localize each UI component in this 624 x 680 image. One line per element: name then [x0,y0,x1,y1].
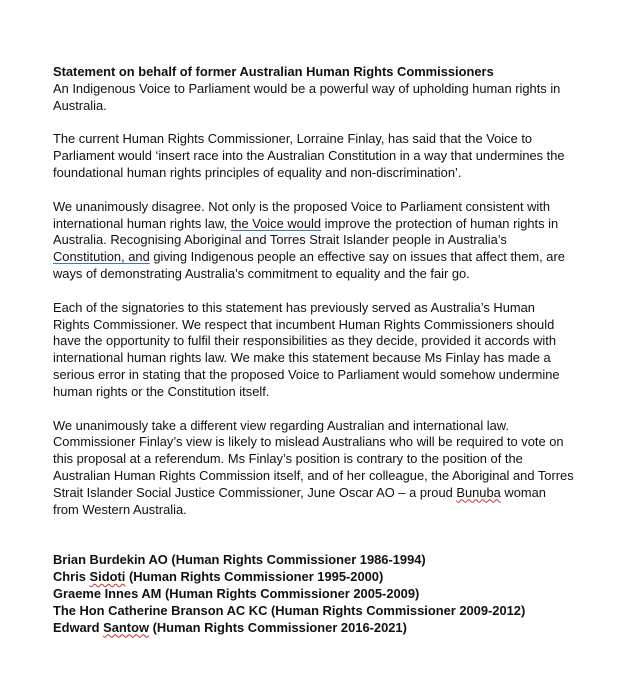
spelling-flag[interactable]: Sidoti [89,569,126,585]
paragraph-3: Each of the signatories to this statement has previously served as Australia’s Human Rights Commissioner. We respect that incumbent Human Rights Commissioners should have the opportunity to fulfil their responsibilities as they decide, provided it accords with international human rights law. We make this statement because Ms Finlay has made a serious error in stating that the proposed Voice to Parliament would somehow undermine human rights or the Constitution itself. [53,299,560,399]
grammar-flag[interactable]: the Voice would [230,215,322,231]
signatories-list [53,552,575,636]
grammar-flag[interactable]: Constitution, and [53,249,150,265]
document-body [53,64,575,636]
paragraph-1: The current Human Rights Commissioner, Lorraine Finlay, has said that the Voice to Parliament would ‘insert race into the Australian Constitution in a way that undermines the foundational human rights principles of equality and non-discrimination’. [53,131,565,180]
paragraph-2: We unanimously disagree. Not only is the proposed Voice to Parliament consistent with international human rights law, the Voice would improve the protection of human rights in Australia. Recognising Aboriginal and Torres Strait Islander people in Australia’s Constitution, and giving Indigenous people an effective say on issues that affect them, are ways of demonstrating Australia’s commitment to equality and the fair go. [53,198,565,281]
statement-title: Statement on behalf of former Australian Human Rights Commissioners [53,64,494,79]
signatory: Chris Sidoti (Human Rights Commissioner 1995-2000) [53,569,384,585]
signatory: Brian Burdekin AO (Human Rights Commissioner 1986-1994) [53,552,426,568]
paragraph-4: We unanimously take a different view regarding Australian and international law. Commissioner Finlay’s view is likely to mislead Australians who will be required to vote on this proposal at a referendum. Ms Finlay’s position is contrary to the position of the Australian Human Rights Commission itself, and of her colleague, the Aboriginal and Torres Strait Islander Social Justice Commissioner, June Oscar AO – a proud Bunuba woman from Western Australia. [53,417,574,517]
signatory: The Hon Catherine Branson AC KC (Human Rights Commissioner 2009-2012) [53,602,526,618]
signatory: Edward Santow (Human Rights Commissioner 2016-2021) [53,619,407,635]
intro-paragraph: An Indigenous Voice to Parliament would be a powerful way of upholding human rights in Australia. [53,80,561,113]
spelling-flag[interactable]: Santow [103,619,149,635]
spelling-flag[interactable]: Bunuba [456,484,501,500]
signatory: Graeme Innes AM (Human Rights Commissioner 2005-2009) [53,585,420,601]
